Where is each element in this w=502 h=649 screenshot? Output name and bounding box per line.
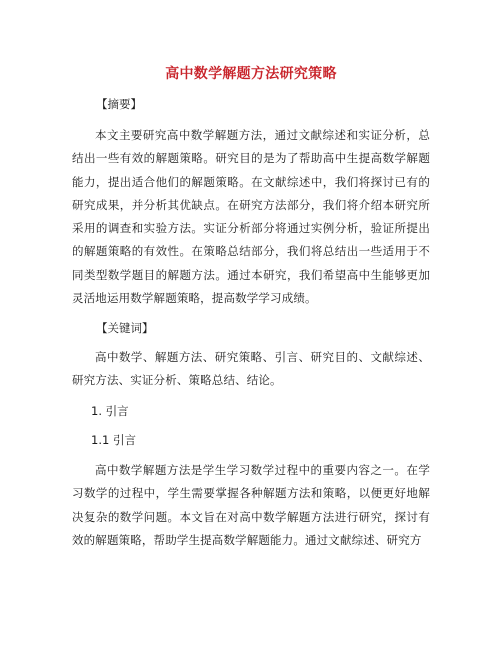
abstract-heading: 【摘要】 bbox=[96, 97, 142, 111]
keywords-heading: 【关键词】 bbox=[96, 321, 154, 335]
intro-body: 高中数学解题方法是学生学习数学过程中的重要内容之一。在学习数学的过程中，学生需要掌握各种解题方法和策略，以便更好地解决复杂的数学问题。本文旨在对高中数学解题方法进行研究，探讨有效的解题策略，帮助学生提高数学解题能力。通过文献综述、研究方 bbox=[72, 463, 430, 547]
document-title: 高中数学解题方法研究策略 bbox=[165, 66, 337, 82]
section-heading: 1. 引言 bbox=[91, 404, 129, 418]
keywords-body: 高中数学、解题方法、研究策略、引言、研究目的、文献综述、研究方法、实证分析、策略总结、结论。 bbox=[72, 350, 430, 388]
abstract-body: 本文主要研究高中数学解题方法，通过文献综述和实证分析，总结出一些有效的解题策略。研究目的是为了帮助高中生提高数学解题能力，提出适合他们的解题策略。在文献综述中，我们将探讨已有的研究成果，并分析其优缺点。在研究方法部分，我们将介绍本研究所采用的调查和实验方法。实证分析部分将通过实例分析，验证所提出的解题策略的有效性。在策略总结部分，我们将总结出一些适用于不同类型数学题目的解题方法。通过本研究，我们希望高中生能够更加灵活地运用数学解题策略，提高数学学习成绩。 bbox=[72, 128, 430, 306]
subsection-heading: 1.1 引言 bbox=[91, 433, 136, 447]
